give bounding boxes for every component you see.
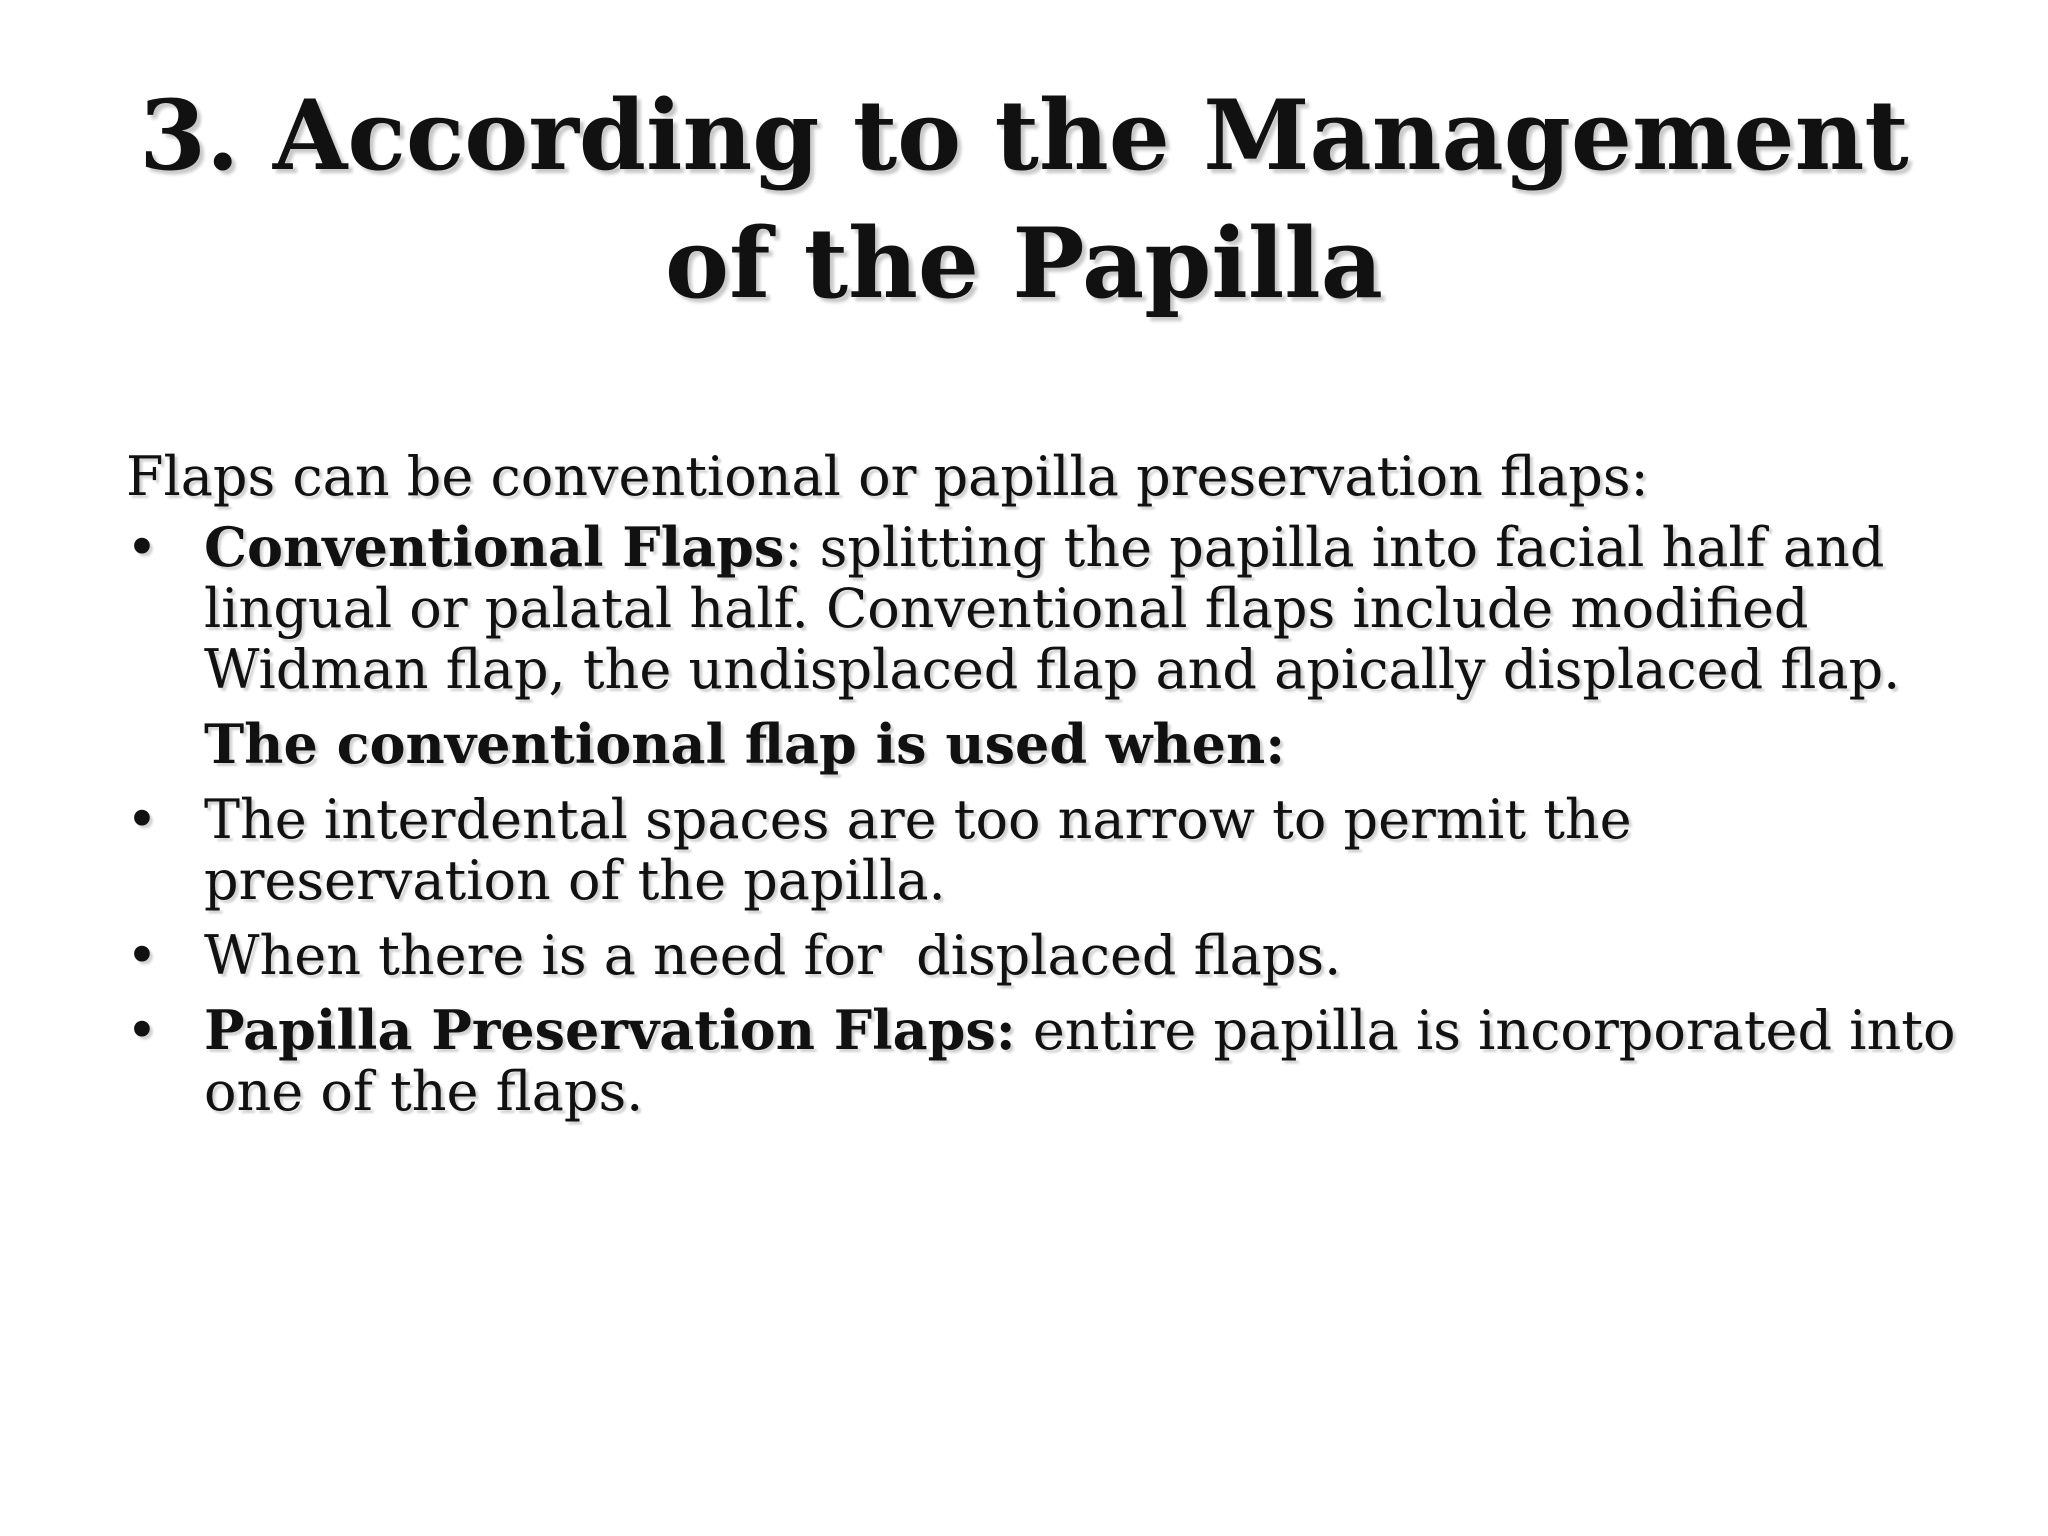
intro-text: Flaps can be conventional or papilla preservation flaps: (126, 445, 1649, 508)
condition-text: When there is a need for displaced flaps. (204, 924, 1342, 987)
bullet-item-narrow-spaces (126, 789, 1956, 911)
subheading-conventional-flap-used-when: The conventional flap is used when: (204, 712, 1286, 776)
term-conventional-flaps: Conventional Flaps (204, 515, 785, 579)
bullet-item-displaced-flaps (126, 925, 1956, 986)
condition-text: The interdental spaces are too narrow to permit the preservation of the papilla. (204, 788, 1632, 912)
bullet-icon: • (126, 999, 158, 1062)
slide-title: 3. According to the Management of the Papilla (139, 79, 1909, 320)
bullet-icon: • (126, 788, 158, 851)
bullet-icon: • (126, 924, 158, 987)
bullet-item-papilla-preservation-flaps (126, 1000, 1956, 1122)
slide-body (126, 446, 1956, 1136)
definition-papilla-preservation-flaps: entire papilla is incorporated into one of the flaps. (204, 999, 1956, 1123)
term-papilla-preservation-flaps: Papilla Preservation Flaps: (204, 998, 1016, 1062)
bullet-item-conventional-flaps (126, 517, 1956, 700)
bullet-icon: • (126, 516, 158, 579)
definition-conventional-flaps: : splitting the papilla into facial half and lingual or palatal half. Conventional flaps include modified Widman flap, the undisplaced flap and apically displaced flap. (204, 516, 1901, 701)
